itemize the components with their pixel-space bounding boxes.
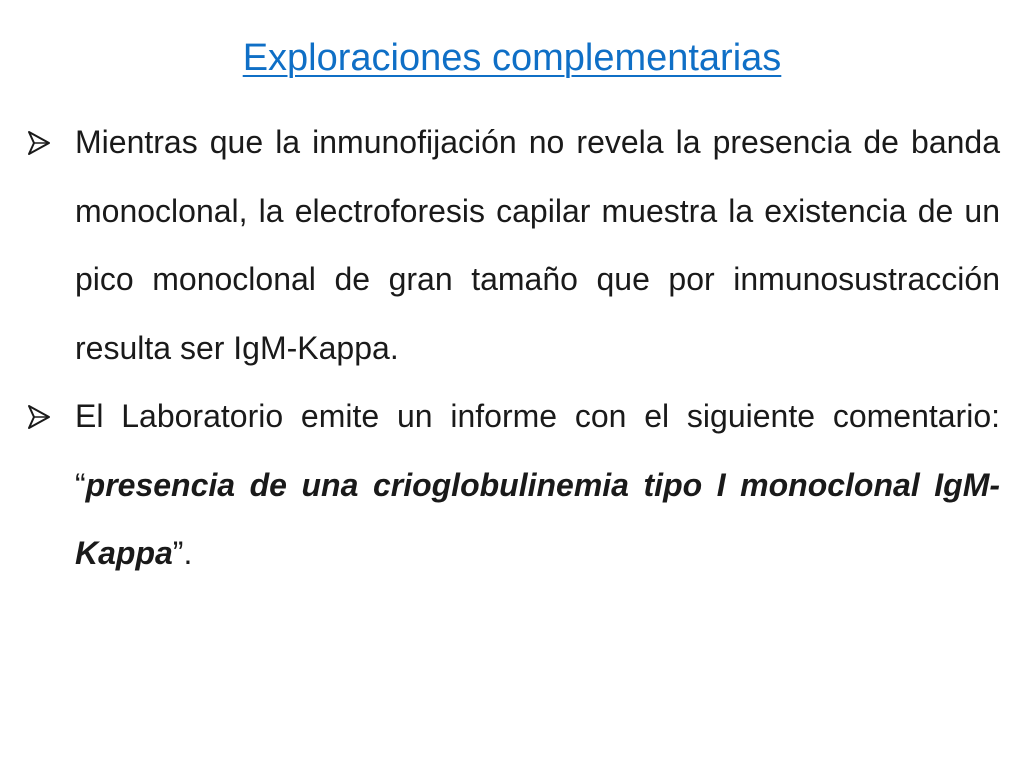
bullet-text: Mientras que la inmunofijación no revela la presencia de banda monoclonal, la electroforesis capilar muestra la existencia de un pico monoclonal de gran tamaño que por inmunosustracción resulta ser IgM-Kappa. (75, 124, 1000, 366)
bullet-emphasis-text: presencia de una crioglobulinemia tipo I monoclonal IgM-Kappa (75, 466, 1000, 571)
slide-title: Exploraciones complementarias (242, 37, 782, 79)
bullet-item (20, 382, 1000, 588)
bullet-item (20, 108, 1000, 382)
bullet-list (20, 108, 1000, 588)
bullet-tail-text: ”. (172, 535, 193, 571)
arrow-bullet-icon (26, 130, 52, 156)
arrow-bullet-icon (26, 404, 52, 430)
bullet-lead-text: El Laboratorio emite un informe con el siguiente comentario: “ (75, 398, 1000, 503)
